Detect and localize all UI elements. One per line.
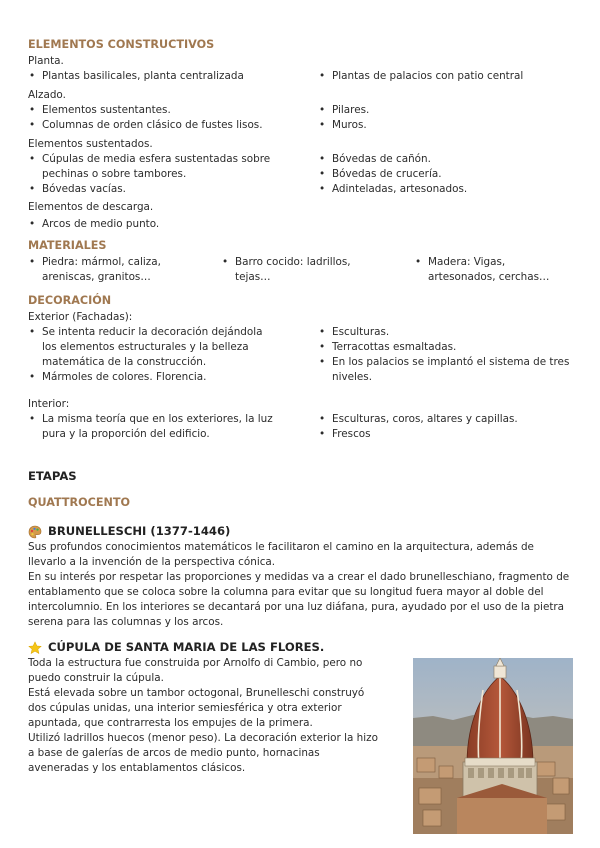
planta-row (28, 69, 573, 84)
interior-left-list (28, 412, 280, 442)
etapas-title: ETAPAS (28, 469, 77, 483)
list-item: • Mármoles de colores. Florencia. (28, 370, 280, 385)
brunelleschi-title: BRUNELLESCHI (1377-1446) (48, 524, 231, 538)
interior-row (28, 412, 573, 442)
materiales-row (28, 255, 573, 285)
star-icon (28, 641, 42, 655)
exterior-row (28, 325, 573, 385)
section-title-materiales: MATERIALES (28, 239, 107, 252)
alzado-row (28, 103, 573, 133)
exterior-right-list (318, 325, 573, 385)
quattrocento-title: QUATTROCENTO (28, 496, 131, 509)
interior-label: Interior: (28, 398, 70, 410)
exterior-label: Exterior (Fachadas): (28, 311, 133, 323)
palette-icon (28, 525, 42, 539)
florence-cathedral-photo (413, 658, 573, 834)
list-item: • Bóvedas de crucería. (318, 167, 573, 182)
list-item: • Columnas de orden clásico de fustes lisos. (28, 118, 318, 133)
descarga-label: Elementos de descarga. (28, 201, 154, 213)
list-item: • Adinteladas, artesonados. (318, 182, 573, 197)
section-title-decoracion: DECORACIÓN (28, 294, 112, 307)
list-item: • Bóvedas vacías. (28, 182, 278, 197)
document-page (28, 38, 573, 776)
materiales-item: • Piedra: mármol, caliza, areniscas, granitos… (28, 255, 166, 285)
section-title-elementos: ELEMENTOS CONSTRUCTIVOS (28, 38, 215, 51)
list-item: • La misma teoría que en los exteriores, la luz pura y la proporción del edificio. (28, 412, 280, 442)
sustentados-row (28, 152, 573, 197)
alzado-label: Alzado. (28, 89, 66, 101)
planta-label: Planta. (28, 55, 64, 67)
list-item: • Terracottas esmaltadas. (318, 340, 573, 355)
planta-left-list (28, 69, 318, 84)
list-item: • Esculturas, coros, altares y capillas. (318, 412, 573, 427)
sustentados-label: Elementos sustentados. (28, 138, 153, 150)
exterior-left-list (28, 325, 280, 385)
list-item: • En los palacios se implantó el sistema de tres niveles. (318, 355, 573, 385)
materiales-item: • Barro cocido: ladrillos, tejas… (221, 255, 359, 285)
planta-right-list (318, 69, 573, 84)
list-item: • Bóvedas de cañón. (318, 152, 573, 167)
materiales-item: • Madera: Vigas, artesonados, cerchas… (414, 255, 573, 285)
list-item: • Esculturas. (318, 325, 573, 340)
interior-right-list (318, 412, 573, 442)
list-item: • Se intenta reducir la decoración dejándola los elementos estructurales y la belleza matemática de la construcción. (28, 325, 280, 370)
cupula-heading (28, 640, 573, 655)
list-item: • Arcos de medio punto. (28, 217, 318, 232)
list-item: • Elementos sustentantes. (28, 103, 318, 118)
sustentados-right-list (318, 152, 573, 197)
descarga-row (28, 217, 573, 232)
cupula-paragraph-3: Utilizó ladrillos huecos (menor peso). La decoración exterior la hizo a base de galerías de arcos de medio punto, hornacinas aveneradas y los entablamentos clásicos. (28, 732, 378, 774)
alzado-left-list (28, 103, 318, 133)
brunelleschi-heading (28, 524, 573, 539)
descarga-left-list (28, 217, 318, 232)
list-item: • Muros. (318, 118, 573, 133)
brunelleschi-paragraph-2: En su interés por respetar las proporciones y medidas va a crear el dado brunelleschiano, fragmento de entablamento que se coloca sobre la columna para evitar que su longitud fuera mayor al doble del intercolumnio. En los interiores se decantará por una luz diáfana, pura, ayudado por el uso de la pietra serena para las columnas y los arcos. (28, 571, 570, 628)
sustentados-left-list (28, 152, 278, 197)
alzado-right-list (318, 103, 573, 133)
list-item: • Cúpulas de media esfera sustentadas sobre pechinas o sobre tambores. (28, 152, 278, 182)
cupula-paragraph-2: Está elevada sobre un tambor octogonal, Brunelleschi construyó dos cúpulas unidas, una interior semiesférica y otra exterior apuntada, que contrarresta los empujes de la primera. (28, 687, 365, 729)
list-item: • Plantas de palacios con patio central (318, 69, 573, 84)
brunelleschi-paragraph-1: Sus profundos conocimientos matemáticos le facilitaron el camino en la arquitectura, además de llevarlo a la invención de la perspectiva cónica. (28, 541, 534, 568)
list-item: • Frescos (318, 427, 573, 442)
cupula-title: CÚPULA DE SANTA MARIA DE LAS FLORES. (48, 640, 325, 654)
list-item: • Pilares. (318, 103, 573, 118)
cupula-paragraph-1: Toda la estructura fue construida por Arnolfo di Cambio, pero no puedo construir la cúpula. (28, 657, 363, 684)
list-item: • Plantas basilicales, planta centralizada (28, 69, 318, 84)
